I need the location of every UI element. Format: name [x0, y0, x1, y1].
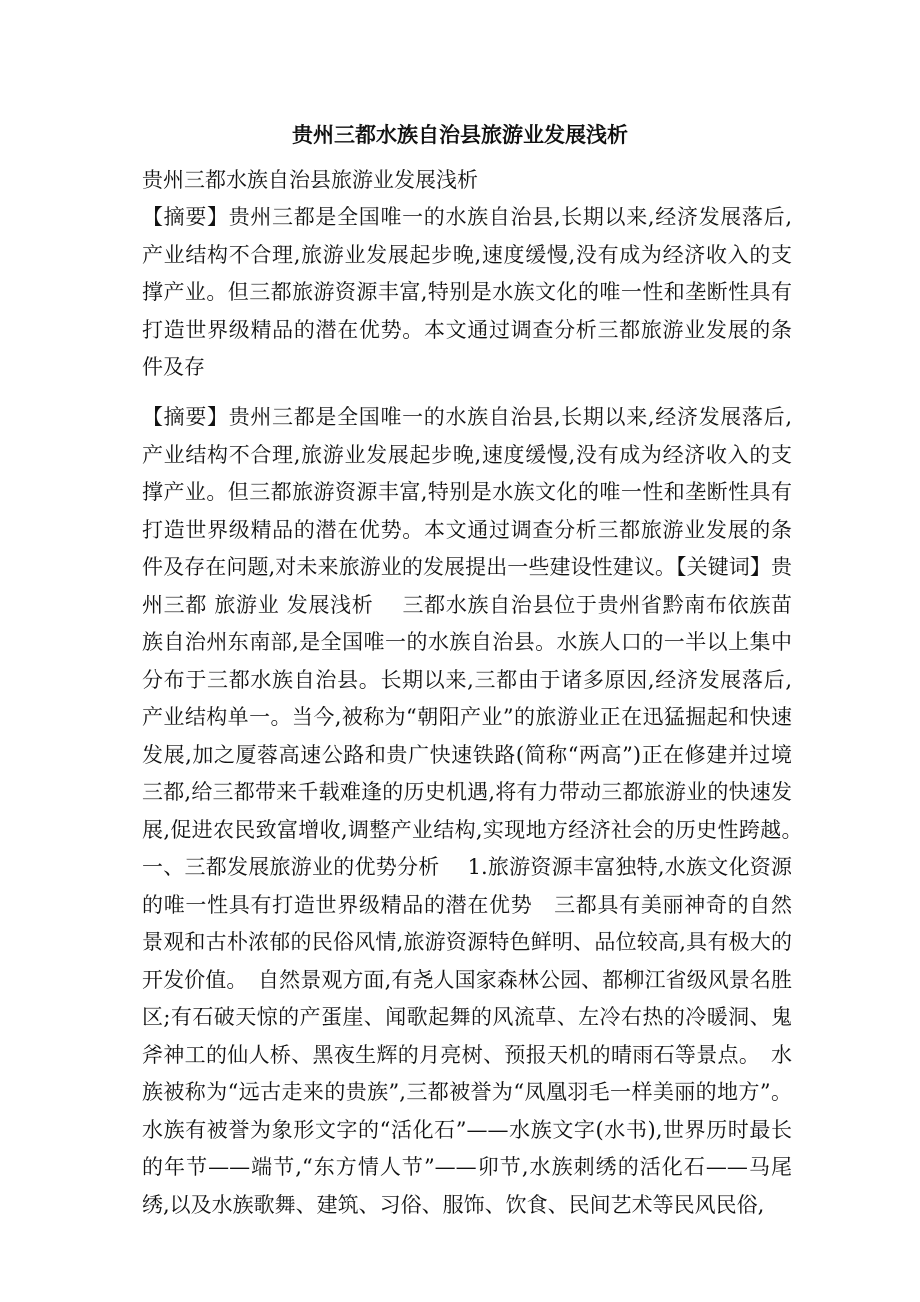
document-title: 贵州三都水族自治县旅游业发展浅析	[292, 122, 628, 147]
document-body: 【摘要】贵州三都是全国唯一的水族自治县,长期以来,经济发展落后,产业结构不合理,旅游业发展起步晚,速度缓慢,没有成为经济收入的支撑产业。但三都旅游资源丰富,特别是水族文化的唯一性和垄断性具有打造世界级精品的潜在优势。本文通过调查分析三都旅游业发展的条件及存在问题,对未来旅游业的发展提出一些建设性建议。【关键词】贵州三都 旅游业 发展浅析 三都水族自治县位于贵州省黔南布依族苗族自治州东南部,是全国唯一的水族自治县。水族人口的一半以上集中分布于三都水族自治县。长期以来,三都由于诸多原因,经济发展落后,产业结构单一。当今,被称为“朝阳产业”的旅游业正在迅猛掘起和快速发展,加之厦蓉高速公路和贵广快速铁路(简称“两高”)正在修建并过境三都,给三都带来千载难逢的历史机遇,将有力带动三都旅游业的快速发展,促进农民致富增收,调整产业结构,实现地方经济社会的历史性跨越。 一、三都发展旅游业的优势分析 1.旅游资源丰富独特,水族文化资源的唯一性具有打造世界级精品的潜在优势 三都具有美丽神奇的自然景观和古朴浓郁的民俗风情,旅游资源特色鲜明、品位较高,具有极大的开发价值。 自然景观方面,有尧人国家森林公园、都柳江省级风景名胜区;有石破天惊的产蛋崖、闻歌起舞的风流草、左冷右热的冷暖洞、鬼斧神工的仙人桥、黑夜生辉的月亮树、预报天机的晴雨石等景点。 水族被称为“远古走来的贵族”,三都被誉为“凤凰羽毛一样美丽的地方”。水族有被誉为象形文字的“活化石”——水族文字(水书),世界历时最长的年节——端节,“东方情人节”——卯节,水族刺绣的活化石——马尾绣,以及水族歌舞、建筑、习俗、服饰、饮食、民间艺术等民风民俗,	[142, 405, 820, 1217]
document-subtitle: 贵州三都水族自治县旅游业发展浅析	[142, 168, 478, 192]
abstract-summary: 【摘要】贵州三都是全国唯一的水族自治县,长期以来,经济发展落后,产业结构不合理,旅游业发展起步晚,速度缓慢,没有成为经济收入的支撑产业。但三都旅游资源丰富,特别是水族文化的唯一性和垄断性具有打造世界级精品的潜在优势。本文通过调查分析三都旅游业发展的条件及存	[142, 205, 792, 379]
